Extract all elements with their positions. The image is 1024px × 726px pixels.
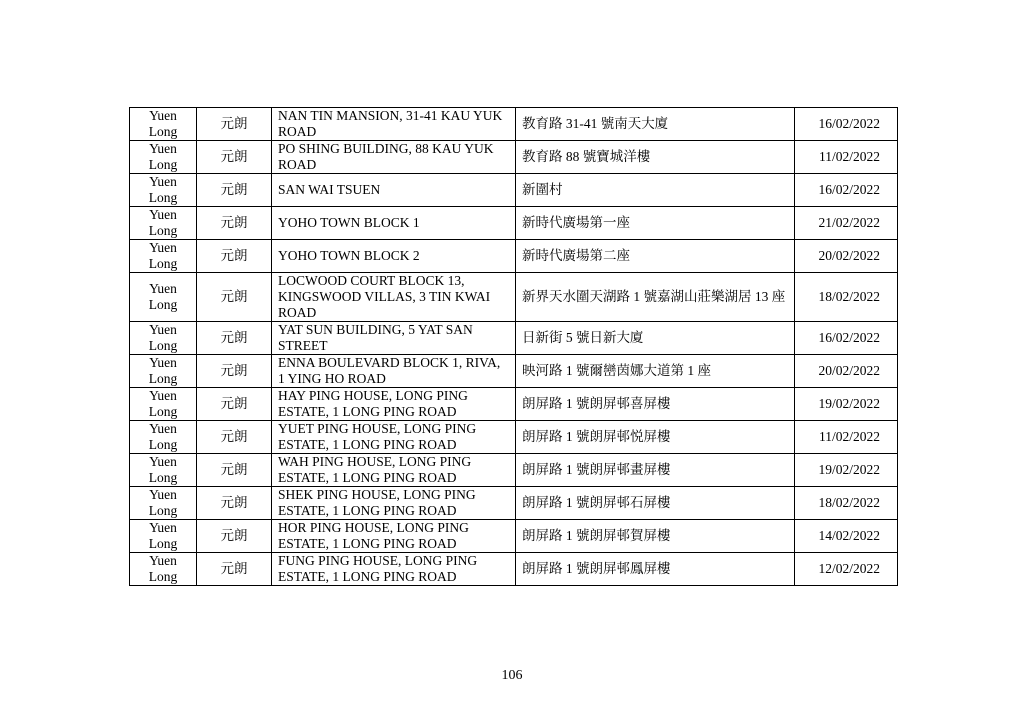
table-body: [130, 108, 898, 586]
building-en-cell: YUET PING HOUSE, LONG PING ESTATE, 1 LONG PING ROAD: [272, 421, 516, 454]
table-row: [130, 240, 898, 273]
district-zh-cell: 元朗: [197, 421, 272, 454]
date-cell: 18/02/2022: [795, 273, 898, 322]
district-zh-cell: 元朗: [197, 141, 272, 174]
page-number: 106: [501, 668, 523, 683]
building-zh-cell: 新圍村: [516, 174, 795, 207]
district-en-cell: Yuen Long: [130, 553, 197, 586]
district-zh-cell: 元朗: [197, 207, 272, 240]
district-zh-cell: 元朗: [197, 454, 272, 487]
table-row: [130, 388, 898, 421]
building-zh-cell: 新時代廣場第一座: [516, 207, 795, 240]
building-zh-cell: 日新街 5 號日新大廈: [516, 322, 795, 355]
building-en-cell: YOHO TOWN BLOCK 1: [272, 207, 516, 240]
building-en-cell: PO SHING BUILDING, 88 KAU YUK ROAD: [272, 141, 516, 174]
building-en-cell: FUNG PING HOUSE, LONG PING ESTATE, 1 LONG PING ROAD: [272, 553, 516, 586]
date-cell: 16/02/2022: [795, 108, 898, 141]
district-en-cell: Yuen Long: [130, 141, 197, 174]
district-zh-cell: 元朗: [197, 355, 272, 388]
date-cell: 12/02/2022: [795, 553, 898, 586]
district-en-cell: Yuen Long: [130, 108, 197, 141]
building-zh-cell: 新時代廣場第二座: [516, 240, 795, 273]
district-en-cell: Yuen Long: [130, 487, 197, 520]
table-row: [130, 355, 898, 388]
date-cell: 16/02/2022: [795, 322, 898, 355]
district-zh-cell: 元朗: [197, 273, 272, 322]
date-cell: 19/02/2022: [795, 454, 898, 487]
date-cell: 19/02/2022: [795, 388, 898, 421]
table-row: [130, 454, 898, 487]
date-cell: 18/02/2022: [795, 487, 898, 520]
building-en-cell: SAN WAI TSUEN: [272, 174, 516, 207]
district-en-cell: Yuen Long: [130, 520, 197, 553]
date-cell: 14/02/2022: [795, 520, 898, 553]
date-cell: 11/02/2022: [795, 421, 898, 454]
district-zh-cell: 元朗: [197, 174, 272, 207]
district-en-cell: Yuen Long: [130, 174, 197, 207]
building-en-cell: HAY PING HOUSE, LONG PING ESTATE, 1 LONG PING ROAD: [272, 388, 516, 421]
district-zh-cell: 元朗: [197, 487, 272, 520]
district-en-cell: Yuen Long: [130, 240, 197, 273]
date-cell: 11/02/2022: [795, 141, 898, 174]
building-zh-cell: 新界天水圍天湖路 1 號嘉湖山莊樂湖居 13 座: [516, 273, 795, 322]
building-zh-cell: 教育路 88 號寶城洋樓: [516, 141, 795, 174]
district-zh-cell: 元朗: [197, 553, 272, 586]
district-en-cell: Yuen Long: [130, 322, 197, 355]
date-cell: 20/02/2022: [795, 240, 898, 273]
building-list-table: [129, 107, 898, 586]
table-row: [130, 553, 898, 586]
building-en-cell: ENNA BOULEVARD BLOCK 1, RIVA, 1 YING HO ROAD: [272, 355, 516, 388]
building-zh-cell: 映河路 1 號爾巒茵娜大道第 1 座: [516, 355, 795, 388]
building-en-cell: YOHO TOWN BLOCK 2: [272, 240, 516, 273]
table-row: [130, 174, 898, 207]
district-en-cell: Yuen Long: [130, 207, 197, 240]
building-zh-cell: 朗屏路 1 號朗屏邨賀屏樓: [516, 520, 795, 553]
building-zh-cell: 教育路 31-41 號南天大廈: [516, 108, 795, 141]
building-zh-cell: 朗屏路 1 號朗屏邨石屏樓: [516, 487, 795, 520]
district-en-cell: Yuen Long: [130, 421, 197, 454]
table-row: [130, 273, 898, 322]
district-zh-cell: 元朗: [197, 388, 272, 421]
date-cell: 16/02/2022: [795, 174, 898, 207]
district-zh-cell: 元朗: [197, 108, 272, 141]
district-en-cell: Yuen Long: [130, 355, 197, 388]
district-en-cell: Yuen Long: [130, 388, 197, 421]
district-zh-cell: 元朗: [197, 322, 272, 355]
building-en-cell: WAH PING HOUSE, LONG PING ESTATE, 1 LONG PING ROAD: [272, 454, 516, 487]
building-en-cell: LOCWOOD COURT BLOCK 13, KINGSWOOD VILLAS, 3 TIN KWAI ROAD: [272, 273, 516, 322]
building-en-cell: YAT SUN BUILDING, 5 YAT SAN STREET: [272, 322, 516, 355]
district-zh-cell: 元朗: [197, 520, 272, 553]
building-zh-cell: 朗屏路 1 號朗屏邨畫屏樓: [516, 454, 795, 487]
building-zh-cell: 朗屏路 1 號朗屏邨鳳屏樓: [516, 553, 795, 586]
building-zh-cell: 朗屏路 1 號朗屏邨悦屏樓: [516, 421, 795, 454]
date-cell: 20/02/2022: [795, 355, 898, 388]
district-en-cell: Yuen Long: [130, 454, 197, 487]
table-row: [130, 207, 898, 240]
building-en-cell: SHEK PING HOUSE, LONG PING ESTATE, 1 LONG PING ROAD: [272, 487, 516, 520]
table-row: [130, 322, 898, 355]
building-en-cell: NAN TIN MANSION, 31-41 KAU YUK ROAD: [272, 108, 516, 141]
table-row: [130, 108, 898, 141]
table-row: [130, 141, 898, 174]
building-en-cell: HOR PING HOUSE, LONG PING ESTATE, 1 LONG PING ROAD: [272, 520, 516, 553]
table-row: [130, 520, 898, 553]
district-en-cell: Yuen Long: [130, 273, 197, 322]
building-zh-cell: 朗屏路 1 號朗屏邨喜屏樓: [516, 388, 795, 421]
district-zh-cell: 元朗: [197, 240, 272, 273]
date-cell: 21/02/2022: [795, 207, 898, 240]
table-row: [130, 421, 898, 454]
table-row: [130, 487, 898, 520]
